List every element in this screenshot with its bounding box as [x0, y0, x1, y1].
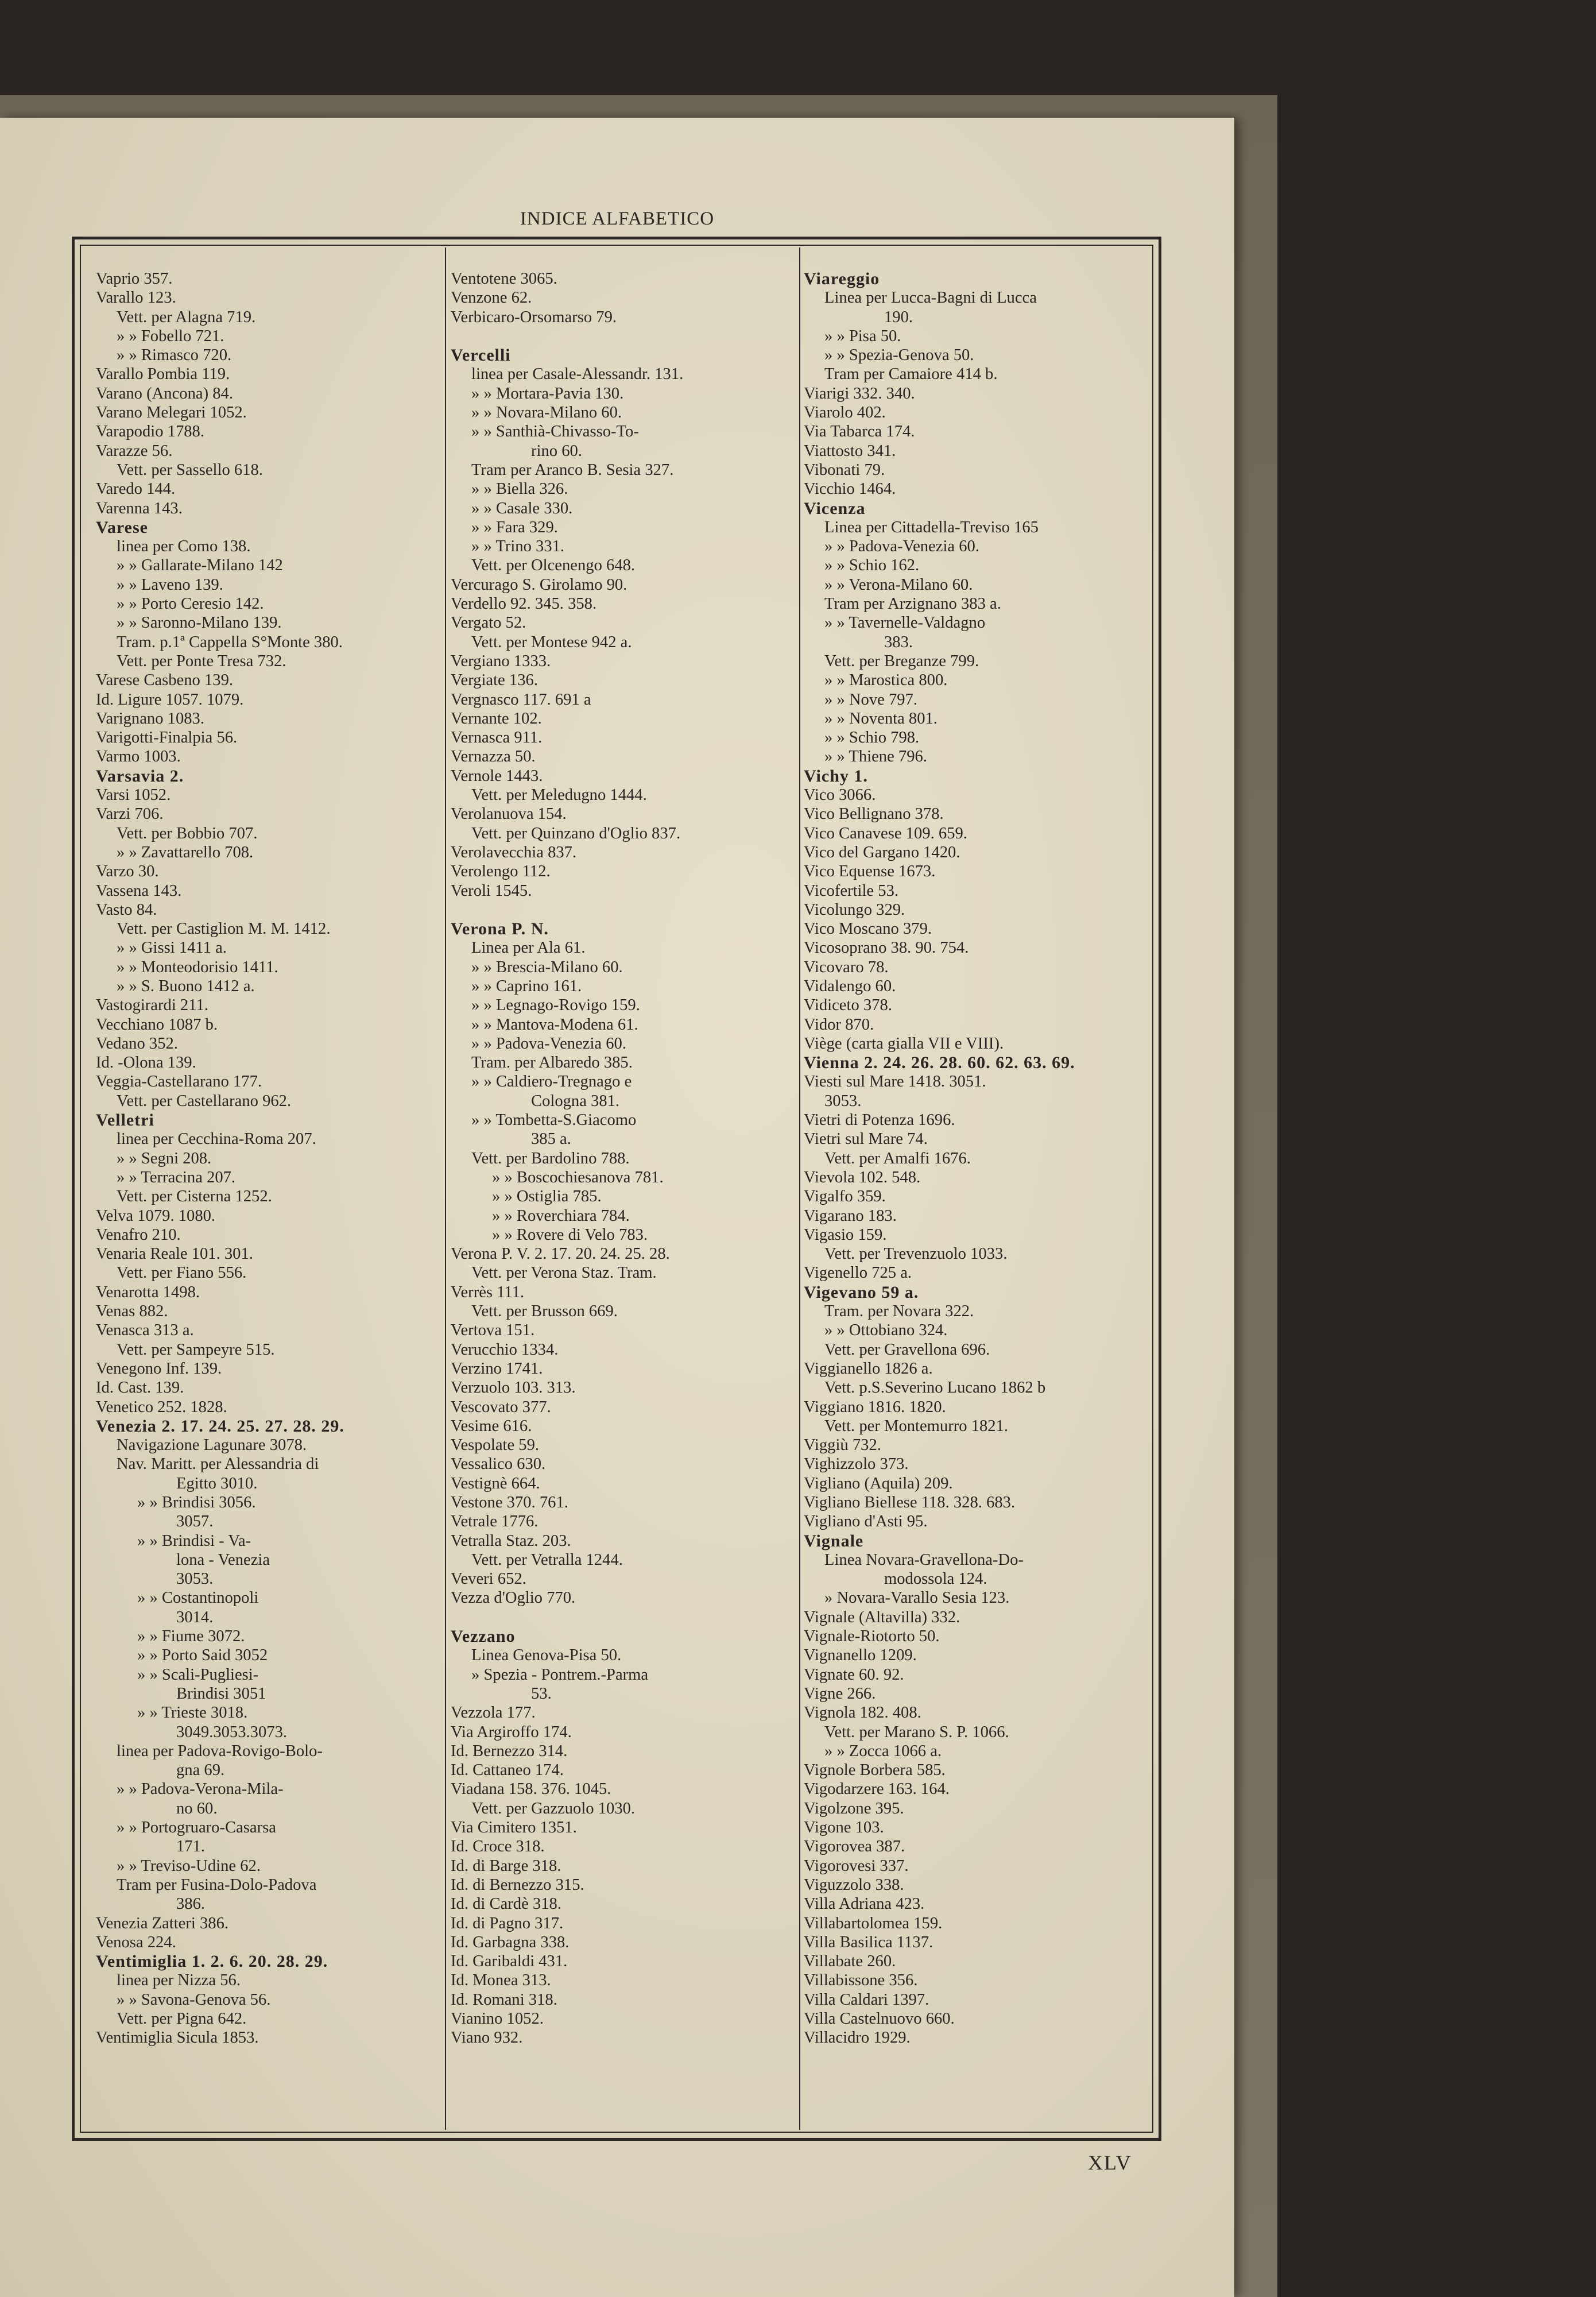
index-entry: Varmo 1003.: [96, 748, 181, 766]
index-entry: Vico Canavese 109. 659.: [804, 824, 967, 842]
index-column-3: [804, 269, 1154, 2130]
index-entry: Viesti sul Mare 1418. 3051.: [804, 1073, 986, 1091]
index-entry: Varano Melegari 1052.: [96, 404, 247, 422]
index-entry: Id. Garbagna 338.: [451, 1933, 570, 1951]
index-entry: Id. Bernezzo 314.: [451, 1742, 568, 1760]
index-heading: Vienna 2. 24. 26. 28. 60. 62. 63. 69.: [804, 1053, 1075, 1073]
index-entry: Villacidro 1929.: [804, 2029, 911, 2047]
index-entry: Vespolate 59.: [451, 1436, 540, 1455]
index-entry: Varzo 30.: [96, 863, 159, 881]
index-entry: Vett. per Montese 942 a.: [471, 633, 632, 651]
index-heading: Varsavia 2.: [96, 766, 184, 786]
index-entry: Vessalico 630.: [451, 1455, 546, 1474]
index-entry: Vezza d'Oglio 770.: [451, 1589, 576, 1607]
index-entry: Villa Caldari 1397.: [804, 1990, 929, 2009]
index-heading: Vercelli: [451, 346, 511, 365]
running-head: INDICE ALFABETICO: [520, 208, 715, 229]
index-entry: Vidiceto 378.: [804, 996, 892, 1015]
index-entry: Vett. per Quinzano d'Oglio 837.: [471, 824, 681, 842]
index-entry: Vignola 182. 408.: [804, 1704, 921, 1722]
index-entry: Villabissone 356.: [804, 1971, 918, 1990]
index-heading: Velletri: [96, 1111, 154, 1130]
index-entry: Cologna 381.: [531, 1092, 620, 1110]
index-entry: » » Ostiglia 785.: [492, 1188, 602, 1206]
index-entry: Brindisi 3051: [176, 1684, 266, 1703]
index-entry: Vett. per Verona Staz. Tram.: [471, 1264, 657, 1282]
index-entry: Vastogirardi 211.: [96, 996, 208, 1015]
index-entry: Vett. per Alagna 719.: [117, 308, 256, 326]
index-entry: Veveri 652.: [451, 1570, 526, 1588]
index-entry: no 60.: [176, 1799, 218, 1818]
index-entry: Venegono Inf. 139.: [96, 1359, 222, 1378]
index-entry: Vett. per Olcenengo 648.: [471, 556, 636, 575]
index-entry: Id. Croce 318.: [451, 1838, 545, 1856]
index-entry: Vett. per Montemurro 1821.: [824, 1417, 1009, 1435]
index-entry: Vianino 1052.: [451, 2010, 544, 2028]
index-entry: Villabartolomea 159.: [804, 1914, 943, 1932]
index-entry: » » Padova-Verona-Mila-: [117, 1780, 284, 1799]
index-entry: rino 60.: [531, 442, 582, 460]
column-rule: [445, 248, 446, 2130]
index-heading: Varese: [96, 517, 148, 537]
index-entry: 53.: [531, 1684, 552, 1703]
index-entry: Vescovato 377.: [451, 1398, 551, 1416]
index-heading: Verona P. N.: [451, 919, 549, 939]
index-entry: » » Zocca 1066 a.: [824, 1742, 942, 1760]
index-entry: Vett. per Gravellona 696.: [824, 1340, 990, 1359]
index-entry: linea per Cecchina-Roma 207.: [117, 1130, 316, 1148]
index-entry: Tram per Camaiore 414 b.: [824, 365, 998, 384]
index-entry: Verona P. V. 2. 17. 20. 24. 25. 28.: [451, 1245, 670, 1263]
index-entry: » » Spezia-Genova 50.: [824, 346, 974, 365]
index-entry: » » Brindisi - Va-: [137, 1532, 251, 1550]
index-entry: 385 a.: [531, 1130, 571, 1148]
index-entry: Vicovaro 78.: [804, 958, 889, 976]
index-entry: » » Portogruaro-Casarsa: [117, 1819, 276, 1837]
index-entry: » » Trieste 3018.: [137, 1704, 248, 1722]
index-entry: Vibonati 79.: [804, 461, 885, 479]
index-entry: » » Padova-Venezia 60.: [824, 537, 979, 556]
index-entry: 383.: [884, 633, 913, 651]
index-heading: Vicenza: [804, 498, 866, 518]
index-entry: Villa Basilica 1137.: [804, 1933, 933, 1951]
index-entry: Veggia-Castellarano 177.: [96, 1073, 262, 1091]
index-entry: Varapodio 1788.: [96, 423, 205, 441]
index-entry: Egitto 3010.: [176, 1474, 258, 1492]
index-entry: Verzino 1741.: [451, 1359, 543, 1378]
index-entry: [451, 327, 795, 346]
index-entry: » » Costantinopoli: [137, 1589, 259, 1607]
index-entry: » » Laveno 139.: [117, 575, 223, 594]
index-entry: linea per Nizza 56.: [117, 1971, 241, 1990]
index-entry: Varallo Pombia 119.: [96, 365, 230, 384]
index-entry: » » Porto Ceresio 142.: [117, 595, 264, 613]
index-entry: Vicofertile 53.: [804, 881, 899, 900]
index-entry: Vigenello 725 a.: [804, 1264, 912, 1282]
index-entry: Vedano 352.: [96, 1034, 178, 1053]
index-entry: Vaprio 357.: [96, 270, 173, 288]
index-entry: » Novara-Varallo Sesia 123.: [824, 1589, 1010, 1607]
index-entry: » » Fobello 721.: [117, 327, 224, 345]
index-entry: Verdello 92. 345. 358.: [451, 595, 597, 613]
index-entry: Vergiate 136.: [451, 671, 538, 690]
index-entry: » » Treviso-Udine 62.: [117, 1857, 261, 1875]
index-entry: » » Legnago-Rovigo 159.: [471, 996, 640, 1015]
index-entry: » » Schio 162.: [824, 556, 920, 575]
index-entry: Vigarano 183.: [804, 1206, 897, 1225]
index-entry: Vignale (Altavilla) 332.: [804, 1608, 960, 1626]
index-entry: Vett. per Sampeyre 515.: [117, 1340, 275, 1359]
index-entry: 3053.: [824, 1092, 862, 1110]
index-entry: » » Gallarate-Milano 142: [117, 556, 283, 575]
index-entry: Vighizzolo 373.: [804, 1455, 909, 1474]
index-entry: Villa Castelnuovo 660.: [804, 2010, 955, 2028]
index-entry: Vecchiano 1087 b.: [96, 1015, 218, 1034]
index-entry: gna 69.: [176, 1761, 225, 1780]
index-entry: Vertova 151.: [451, 1321, 535, 1340]
index-entry: » » Mantova-Modena 61.: [471, 1015, 638, 1034]
index-entry: lona - Venezia: [176, 1550, 270, 1569]
index-entry: Id. Cattaneo 174.: [451, 1761, 564, 1780]
index-heading: Vezzano: [451, 1627, 516, 1646]
index-entry: Nav. Maritt. per Alessandria di: [117, 1455, 319, 1474]
index-entry: » » Mortara-Pavia 130.: [471, 384, 624, 403]
index-entry: Vidor 870.: [804, 1015, 874, 1034]
index-entry: Vignanello 1209.: [804, 1646, 917, 1665]
index-entry: » » S. Buono 1412 a.: [117, 977, 255, 995]
index-entry: Vigone 103.: [804, 1819, 884, 1837]
index-entry: Id. di Bernezzo 315.: [451, 1876, 584, 1894]
index-entry: modossola 124.: [884, 1570, 987, 1588]
index-entry: Vett. per Gazzuolo 1030.: [471, 1799, 636, 1818]
index-column-1: [96, 269, 440, 2130]
index-entry: Vico Equense 1673.: [804, 863, 936, 881]
index-entry: Verrès 111.: [451, 1283, 525, 1301]
index-entry: » » Savona-Genova 56.: [117, 1990, 271, 2009]
index-entry: linea per Casale-Alessandr. 131.: [471, 365, 684, 384]
index-column-2: [451, 269, 795, 2130]
index-entry: Vico Bellignano 378.: [804, 805, 944, 823]
index-entry: » » Roverchiara 784.: [492, 1206, 630, 1225]
index-entry: Id. Monea 313.: [451, 1971, 551, 1990]
index-entry: Venaria Reale 101. 301.: [96, 1245, 253, 1263]
index-entry: Vigorovea 387.: [804, 1838, 905, 1856]
index-entry: Varazze 56.: [96, 442, 173, 460]
index-heading: Venezia 2. 17. 24. 25. 27. 28. 29.: [96, 1416, 344, 1436]
index-entry: » » Padova-Venezia 60.: [471, 1034, 626, 1053]
index-entry: Linea per Ala 61.: [471, 939, 586, 957]
index-entry: » » Fiume 3072.: [137, 1627, 245, 1646]
index-entry: Viadana 158. 376. 1045.: [451, 1780, 611, 1799]
index-entry: Tram. per Albaredo 385.: [471, 1054, 633, 1072]
index-entry: Venzone 62.: [451, 289, 532, 307]
index-entry: Vett. per Castiglion M. M. 1412.: [117, 920, 331, 938]
index-entry: Vett. p.S.Severino Lucano 1862 b: [824, 1379, 1046, 1397]
index-heading: Vigevano 59 a.: [804, 1282, 919, 1302]
index-entry: Venetico 252. 1828.: [96, 1398, 227, 1416]
index-entry: Venezia Zatteri 386.: [96, 1914, 229, 1932]
index-entry: » Spezia - Pontrem.-Parma: [471, 1665, 649, 1684]
index-entry: » » Pisa 50.: [824, 327, 901, 345]
index-entry: 3049.3053.3073.: [176, 1723, 288, 1741]
index-entry: Verolanuova 154.: [451, 805, 567, 823]
index-entry: Varenna 143.: [96, 499, 183, 517]
index-entry: Vico 3066.: [804, 786, 876, 805]
index-entry: Velva 1079. 1080.: [96, 1206, 216, 1225]
index-entry: Linea Novara-Gravellona-Do-: [824, 1550, 1024, 1569]
index-entry: 386.: [176, 1895, 206, 1913]
index-entry: Id. Ligure 1057. 1079.: [96, 690, 244, 709]
index-entry: Vigliano d'Asti 95.: [804, 1513, 928, 1531]
index-entry: » » Casale 330.: [471, 499, 573, 517]
index-frame: [72, 237, 1161, 2141]
index-entry: » » Segni 208.: [117, 1149, 212, 1167]
index-entry: Ventotene 3065.: [451, 270, 557, 288]
index-entry: Vezzola 177.: [451, 1704, 536, 1722]
index-entry: » » Santhià-Chivasso-To-: [471, 423, 639, 441]
index-entry: [451, 900, 795, 919]
index-entry: Vett. per Meledugno 1444.: [471, 786, 647, 805]
index-entry: Viggiù 732.: [804, 1436, 881, 1455]
index-entry: Vett. per Cisterna 1252.: [117, 1188, 272, 1206]
index-entry: Veroli 1545.: [451, 881, 532, 900]
index-entry: Vergato 52.: [451, 614, 526, 632]
index-heading: Ventimiglia 1. 2. 6. 20. 28. 29.: [96, 1952, 328, 1971]
index-entry: 3057.: [176, 1513, 214, 1531]
index-entry: » » Boscochiesanova 781.: [492, 1168, 664, 1186]
index-entry: Id. Garibaldi 431.: [451, 1952, 568, 1971]
index-entry: Vico del Gargano 1420.: [804, 843, 960, 861]
index-entry: Tram. per Novara 322.: [824, 1302, 974, 1321]
index-entry: Villa Adriana 423.: [804, 1895, 925, 1913]
index-entry: » » Caprino 161.: [471, 977, 582, 995]
index-entry: Venarotta 1498.: [96, 1283, 200, 1301]
index-entry: Vett. per Fiano 556.: [117, 1264, 247, 1282]
index-entry: Vicolungo 329.: [804, 900, 905, 919]
index-entry: Id. Cast. 139.: [96, 1379, 184, 1397]
index-entry: Vernasca 911.: [451, 729, 543, 747]
index-entry: Venasca 313 a.: [96, 1321, 194, 1340]
index-entry: » » Rimasco 720.: [117, 346, 232, 365]
index-entry: Id. Romani 318.: [451, 1990, 557, 2009]
index-entry: Viarigi 332. 340.: [804, 384, 915, 403]
index-entry: » » Tavernelle-Valdagno: [824, 614, 986, 632]
index-entry: Ventimiglia Sicula 1853.: [96, 2029, 259, 2047]
index-entry: Vett. per Vetralla 1244.: [471, 1550, 623, 1569]
index-entry: Vett. per Breganze 799.: [824, 652, 979, 670]
index-entry: Tram per Aranco B. Sesia 327.: [471, 461, 674, 479]
index-entry: Viggianello 1826 a.: [804, 1359, 933, 1378]
index-entry: Venosa 224.: [96, 1933, 176, 1951]
index-entry: Viano 932.: [451, 2029, 523, 2047]
index-entry: [451, 1608, 795, 1627]
index-entry: Via Tabarca 174.: [804, 423, 915, 441]
index-entry: Vicchio 1464.: [804, 480, 896, 498]
index-entry: 190.: [884, 308, 913, 326]
index-entry: Varano (Ancona) 84.: [96, 384, 233, 403]
index-entry: Vergiano 1333.: [451, 652, 551, 670]
index-entry: Vergnasco 117. 691 a: [451, 690, 591, 709]
index-entry: Vernante 102.: [451, 709, 542, 728]
index-entry: linea per Padova-Rovigo-Bolo-: [117, 1742, 323, 1760]
index-entry: 171.: [176, 1838, 206, 1856]
index-entry: Vett. per Bobbio 707.: [117, 824, 258, 842]
book-page: [0, 118, 1234, 2297]
index-entry: Vestone 370. 761.: [451, 1494, 568, 1511]
index-entry: Vignole Borbera 585.: [804, 1761, 946, 1780]
index-entry: Viarolo 402.: [804, 404, 886, 422]
index-entry: Varsi 1052.: [96, 786, 171, 805]
index-entry: Viattosto 341.: [804, 442, 896, 460]
index-entry: Tram. p.1ª Cappella S°Monte 380.: [117, 633, 343, 651]
index-entry: Vigliano (Aquila) 209.: [804, 1474, 953, 1492]
index-entry: » » Saronno-Milano 139.: [117, 614, 282, 632]
index-entry: Vico Moscano 379.: [804, 920, 932, 938]
index-entry: » » Brescia-Milano 60.: [471, 958, 623, 976]
index-entry: Vestignè 664.: [451, 1474, 540, 1492]
index-entry: Vietri sul Mare 74.: [804, 1130, 928, 1148]
index-entry: Vesime 616.: [451, 1417, 532, 1435]
index-entry: » » Schio 798.: [824, 729, 920, 747]
index-entry: » » Brindisi 3056.: [137, 1494, 256, 1511]
index-entry: Id. di Pagno 317.: [451, 1914, 564, 1932]
index-entry: Viège (carta gialla VII e VIII).: [804, 1034, 1004, 1053]
index-entry: Linea Genova-Pisa 50.: [471, 1646, 622, 1665]
index-entry: Vercurago S. Girolamo 90.: [451, 575, 627, 594]
index-entry: 3014.: [176, 1608, 214, 1626]
index-entry: » » Monteodorisio 1411.: [117, 958, 278, 976]
index-entry: » » Tombetta-S.Giacomo: [471, 1111, 637, 1130]
index-entry: » » Rovere di Velo 783.: [492, 1225, 648, 1244]
index-entry: Vasto 84.: [96, 900, 157, 919]
index-entry: » » Zavattarello 708.: [117, 843, 254, 861]
index-entry: Varese Casbeno 139.: [96, 671, 234, 690]
index-entry: Varallo 123.: [96, 289, 176, 307]
index-entry: » » Novara-Milano 60.: [471, 404, 622, 422]
index-entry: » » Biella 326.: [471, 480, 568, 498]
index-entry: Vett. per Trevenzuolo 1033.: [824, 1245, 1008, 1263]
index-entry: Vignale-Riotorto 50.: [804, 1627, 940, 1646]
index-entry: Varzi 706.: [96, 805, 164, 823]
index-entry: Linea per Cittadella-Treviso 165: [824, 518, 1039, 536]
index-entry: Viguzzolo 338.: [804, 1876, 904, 1894]
index-entry: Vett. per Brusson 669.: [471, 1302, 618, 1321]
index-entry: Vigliano Biellese 118. 328. 683.: [804, 1494, 1016, 1511]
index-entry: Venas 882.: [96, 1302, 168, 1321]
index-heading: Viareggio: [804, 269, 880, 288]
index-entry: Varigotti-Finalpia 56.: [96, 729, 238, 747]
index-entry: Linea per Lucca-Bagni di Lucca: [824, 289, 1037, 307]
index-entry: Tram per Fusina-Dolo-Padova: [117, 1876, 317, 1894]
index-entry: linea per Como 138.: [117, 537, 251, 556]
index-entry: Vigodarzere 163. 164.: [804, 1780, 950, 1799]
index-entry: Vett. per Bardolino 788.: [471, 1149, 630, 1167]
index-entry: Vignate 60. 92.: [804, 1665, 904, 1684]
column-rule: [799, 248, 800, 2130]
index-entry: Tram per Arzignano 383 a.: [824, 595, 1001, 613]
index-entry: Vetrale 1776.: [451, 1513, 539, 1531]
index-entry: Verucchio 1334.: [451, 1340, 559, 1359]
index-entry: Vett. per Marano S. P. 1066.: [824, 1723, 1009, 1741]
index-entry: Vigalfo 359.: [804, 1188, 886, 1206]
index-entry: Id. -Olona 139.: [96, 1054, 196, 1072]
index-entry: Vett. per Ponte Tresa 732.: [117, 652, 286, 670]
index-entry: » » Verona-Milano 60.: [824, 575, 973, 594]
index-entry: » » Fara 329.: [471, 518, 558, 536]
index-entry: Vett. per Amalfi 1676.: [824, 1149, 971, 1167]
index-entry: Vernazza 50.: [451, 748, 536, 766]
index-entry: Vievola 102. 548.: [804, 1168, 921, 1186]
index-entry: Vetralla Staz. 203.: [451, 1532, 571, 1550]
index-heading: Vichy 1.: [804, 766, 868, 786]
index-entry: Vett. per Castellarano 962.: [117, 1092, 292, 1110]
index-entry: Vett. per Sassello 618.: [117, 461, 263, 479]
index-entry: » » Gissi 1411 a.: [117, 939, 227, 957]
index-entry: Verzuolo 103. 313.: [451, 1379, 576, 1397]
index-entry: Id. di Barge 318.: [451, 1857, 561, 1875]
index-entry: » » Scali-Pugliesi-: [137, 1665, 259, 1684]
index-entry: Vigolzone 395.: [804, 1799, 904, 1818]
index-entry: » » Porto Said 3052: [137, 1646, 268, 1665]
index-entry: » » Terracina 207.: [117, 1168, 236, 1186]
index-entry: 3053.: [176, 1570, 214, 1588]
index-entry: Via Cimitero 1351.: [451, 1819, 577, 1837]
index-entry: Varignano 1083.: [96, 709, 205, 728]
index-entry: Vigorovesi 337.: [804, 1857, 909, 1875]
index-entry: Navigazione Lagunare 3078.: [117, 1436, 307, 1455]
index-entry: » » Nove 797.: [824, 690, 918, 709]
index-entry: Vernole 1443.: [451, 767, 543, 785]
index-entry: Verbicaro-Orsomarso 79.: [451, 308, 617, 326]
index-entry: Venafro 210.: [96, 1225, 181, 1244]
index-entry: » » Marostica 800.: [824, 671, 948, 690]
index-entry: Vigasio 159.: [804, 1225, 887, 1244]
page-number: XLV: [1088, 2151, 1132, 2174]
index-entry: Vidalengo 60.: [804, 977, 896, 995]
index-entry: Vietri di Potenza 1696.: [804, 1111, 955, 1130]
index-entry: Id. di Cardè 318.: [451, 1895, 561, 1913]
index-entry: Verolavecchia 837.: [451, 843, 577, 861]
index-entry: Vigne 266.: [804, 1684, 876, 1703]
index-entry: Vicosoprano 38. 90. 754.: [804, 939, 969, 957]
index-entry: Varedo 144.: [96, 480, 176, 498]
index-entry: » » Trino 331.: [471, 537, 565, 556]
index-entry: Vassena 143.: [96, 881, 182, 900]
index-entry: Viggiano 1816. 1820.: [804, 1398, 946, 1416]
index-entry: Via Argiroffo 174.: [451, 1723, 572, 1741]
index-entry: » » Ottobiano 324.: [824, 1321, 948, 1340]
index-entry: » » Thiene 796.: [824, 748, 927, 766]
index-heading: Vignale: [804, 1531, 864, 1550]
index-entry: Villabate 260.: [804, 1952, 896, 1971]
index-entry: Vett. per Pigna 642.: [117, 2010, 247, 2028]
index-entry: » » Caldiero-Tregnago e: [471, 1073, 632, 1091]
index-entry: Verolengo 112.: [451, 863, 551, 881]
index-entry: » » Noventa 801.: [824, 709, 938, 728]
